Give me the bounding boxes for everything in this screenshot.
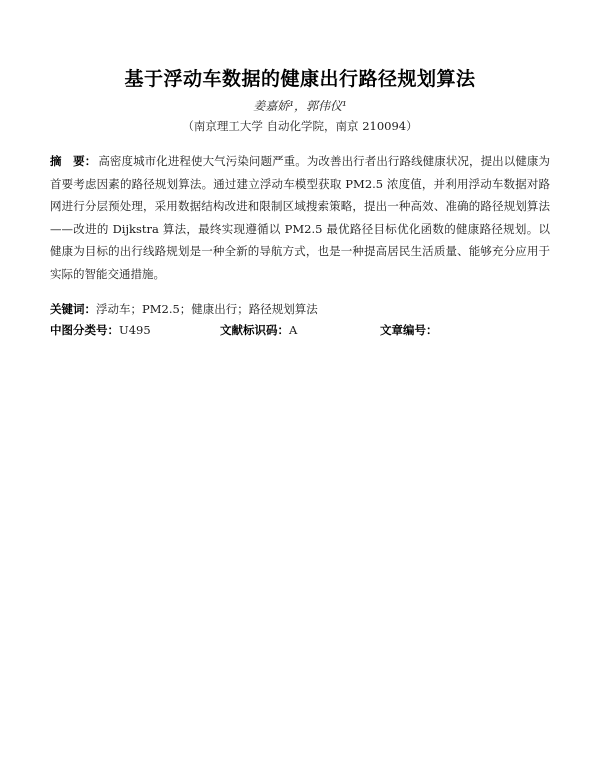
paper-affiliation: （南京理工大学 自动化学院，南京 210094） bbox=[182, 119, 418, 133]
abstract-text: 高密度城市化进程使大气污染问题严重。为改善出行者出行路线健康状况，提出以健康为首要考虑因素的路径规划算法。通过建立浮动车模型获取 PM2.5 浓度值，并利用浮动车数据对路网进行分层预处理，采用数据结构改进和限制区域搜索策略，提出一种高效、准确的路径规划算法 ——改进的 Dijkstra 算法，最终实现遵循以 PM2.5 最优路径目标优化函数的健康路径规划。以健康为目标的出行线路规划是一种全新的导航方式，也是一种提高居民生活质量、能够充分应用于实际的智能交通措施。 bbox=[50, 154, 551, 281]
keywords-text: 浮动车；PM2.5；健康出行；路径规划算法 bbox=[96, 302, 318, 316]
doc-code-value: A bbox=[289, 323, 298, 337]
clc-label: 中图分类号： bbox=[50, 323, 119, 337]
clc-value: U495 bbox=[119, 323, 151, 337]
paper-authors: 姜嘉娇¹，郭伟仪¹ bbox=[253, 99, 347, 113]
abstract-block bbox=[50, 150, 550, 285]
doc-code-label: 文献标识码： bbox=[220, 323, 289, 337]
doc-code-field bbox=[220, 322, 297, 338]
clc-field bbox=[50, 322, 151, 338]
article-no-field bbox=[380, 322, 438, 338]
keywords-row bbox=[50, 301, 550, 317]
paper-title: 基于浮动车数据的健康出行路径规划算法 bbox=[124, 68, 476, 90]
article-no-label: 文章编号： bbox=[380, 323, 438, 337]
abstract-label: 摘 要： bbox=[50, 154, 97, 168]
keywords-label: 关键词： bbox=[50, 302, 96, 316]
